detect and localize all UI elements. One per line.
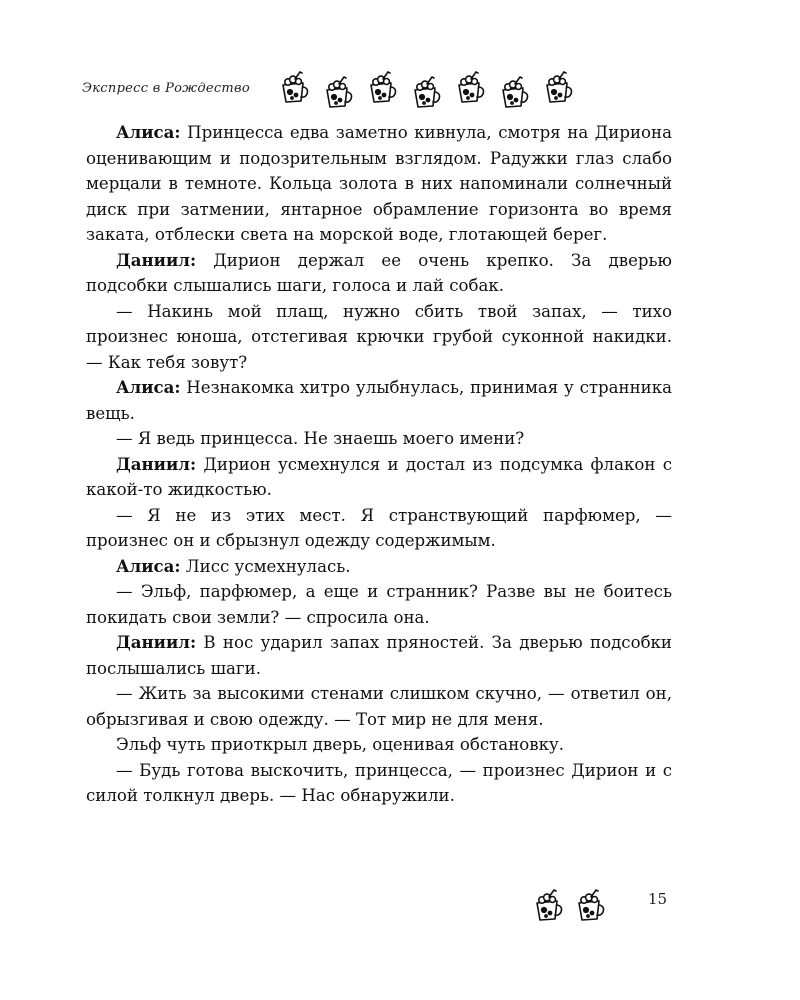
paragraph bbox=[86, 554, 672, 580]
cup-ornament-icon bbox=[530, 888, 564, 924]
paragraph-text: — Накинь мой плащ, нужно сбить твой запах, — тихо произнес юноша, отстегивая крючки грубой суконной накидки. — Как тебя зовут? bbox=[86, 301, 672, 372]
header-ornaments bbox=[276, 65, 574, 111]
paragraph bbox=[86, 299, 672, 376]
paragraph-text: Эльф чуть приоткрыл дверь, оценивая обстановку. bbox=[116, 735, 564, 754]
cup-ornament-icon bbox=[496, 75, 530, 111]
paragraph bbox=[86, 503, 672, 554]
speaker-label: Алиса: bbox=[116, 377, 181, 397]
cup-ornament-icon bbox=[276, 70, 310, 106]
running-header bbox=[82, 66, 722, 110]
paragraph bbox=[86, 452, 672, 503]
paragraph bbox=[86, 375, 672, 426]
cup-ornament-icon bbox=[452, 70, 486, 106]
paragraph-text: В нос ударил запах пряностей. За дверью подсобки послышались шаги. bbox=[86, 633, 672, 678]
footer-ornaments bbox=[530, 888, 606, 924]
speaker-label: Даниил: bbox=[116, 632, 197, 652]
paragraph bbox=[86, 630, 672, 681]
paragraph-text: Лисс усмехнулась. bbox=[180, 556, 351, 576]
paragraph bbox=[86, 681, 672, 732]
paragraph-text: — Я не из этих мест. Я странствующий парфюмер, — произнес он и сбрызнул одежду содержимым. bbox=[86, 505, 672, 550]
page-body bbox=[86, 120, 672, 809]
cup-ornament-icon bbox=[364, 70, 398, 106]
speaker-label: Алиса: bbox=[116, 122, 181, 142]
cup-ornament-icon bbox=[320, 75, 354, 111]
speaker-label: Алиса: bbox=[116, 555, 181, 576]
running-title: Экспресс в Рождество bbox=[82, 80, 251, 96]
paragraph-text: Дирион усмехнулся и достал из подсумка флакон с какой-то жидкостью. bbox=[86, 454, 672, 499]
paragraph bbox=[86, 579, 672, 630]
paragraph-text: — Я ведь принцесса. Не знаешь моего имени? bbox=[116, 429, 525, 448]
paragraph-text: — Будь готова выскочить, принцесса, — произнес Дирион и с силой толкнул дверь. — Нас обнаружили. bbox=[86, 760, 672, 805]
speaker-label: Даниил: bbox=[116, 453, 197, 474]
page-number: 15 bbox=[648, 890, 668, 908]
speaker-label: Даниил: bbox=[116, 249, 197, 270]
cup-ornament-icon bbox=[572, 888, 606, 924]
paragraph-text: Незнакомка хитро улыбнулась, принимая у странника вещь. bbox=[86, 378, 672, 423]
cup-ornament-icon bbox=[408, 75, 442, 111]
cup-ornament-icon bbox=[540, 70, 574, 106]
paragraph-text: Принцесса едва заметно кивнула, смотря на Дириона оценивающим и подозрительным взглядом. Радужки глаз слабо мерцали в темноте. Кольца золота в них напоминали солнечный диск при затмении, янтарное обрамление горизонта во время заката, отблески света на морской воде, глотающей берег. bbox=[86, 123, 672, 244]
paragraph bbox=[86, 426, 672, 452]
paragraph bbox=[86, 758, 672, 809]
paragraph-text: — Жить за высокими стенами слишком скучно, — ответил он, обрызгивая и свою одежду. — Тот мир не для меня. bbox=[86, 684, 672, 729]
paragraph bbox=[86, 732, 672, 758]
paragraph-text: Дирион держал ее очень крепко. За дверью подсобки слышались шаги, голоса и лай собак. bbox=[86, 250, 672, 295]
paragraph bbox=[86, 120, 672, 248]
paragraph-text: — Эльф, парфюмер, а еще и странник? Разве вы не боитесь покидать свои земли? — спросила она. bbox=[86, 582, 672, 627]
paragraph bbox=[86, 248, 672, 299]
